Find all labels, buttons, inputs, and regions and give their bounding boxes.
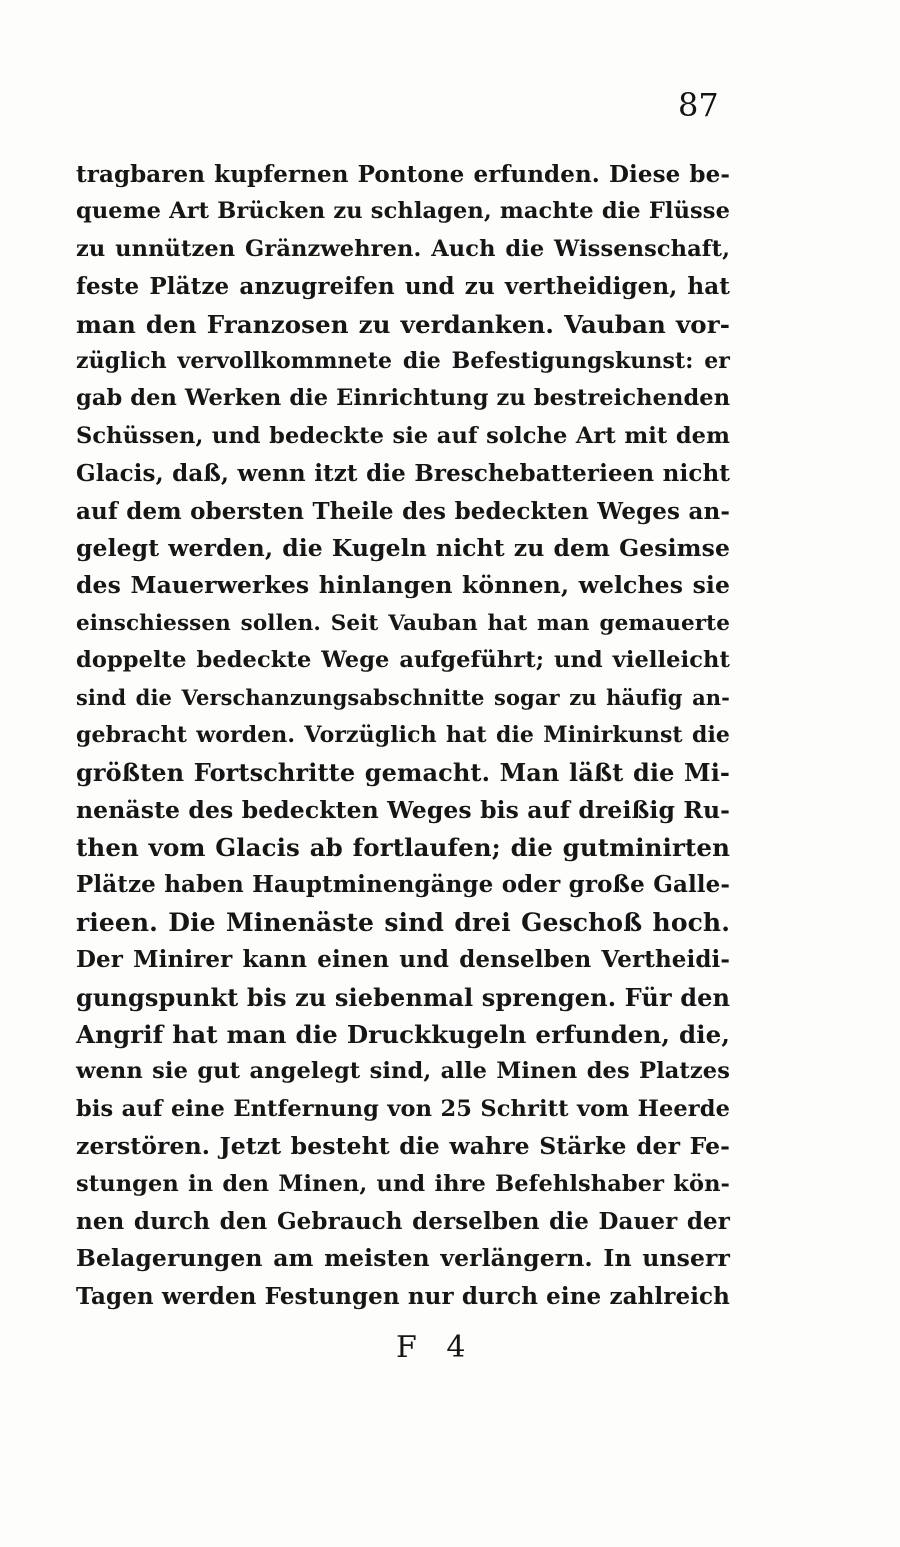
text-line: feste Plätze anzugreifen und zu vertheidigen, hat <box>76 273 730 301</box>
text-line: Glacis, daß, wenn itzt die Breschebatterieen nicht <box>76 460 730 488</box>
text-line: queme Art Brücken zu schlagen, machte die Flüsse <box>76 198 730 225</box>
text-line: tragbaren kupfernen Pontone erfunden. Diese be- <box>76 161 730 188</box>
text-line: gungspunkt bis zu siebenmal sprengen. Für den <box>76 982 730 1012</box>
page-number: 87 <box>678 86 719 124</box>
text-line: zerstören. Jetzt besteht die wahre Stärke der Fe- <box>76 1132 730 1161</box>
text-line: gebracht worden. Vorzüglich hat die Minirkunst die <box>76 721 730 748</box>
text-line: nen durch den Gebrauch derselben die Dauer der <box>76 1207 730 1235</box>
text-line: wenn sie gut angelegt sind, alle Minen des Platzes <box>76 1058 730 1085</box>
text-line: Tagen werden Festungen nur durch eine zahlreich <box>76 1282 730 1310</box>
text-line: man den Franzosen zu verdanken. Vauban vor- <box>76 309 730 339</box>
text-line: Der Minirer kann einen und denselben Vertheidi- <box>76 946 730 974</box>
text-line: gelegt werden, die Kugeln nicht zu dem Gesimse <box>76 533 730 562</box>
text-line: gab den Werken die Einrichtung zu bestreichenden <box>76 385 731 412</box>
text-line: doppelte bedeckte Wege aufgeführt; und vielleicht <box>76 647 730 674</box>
text-line: Angrif hat man die Druckkugeln erfunden, die, <box>76 1019 730 1049</box>
text-line: rieen. Die Minenäste sind drei Geschoß hoch. <box>76 907 730 937</box>
body-text <box>76 156 730 1315</box>
text-line: sind die Verschanzungsabschnitte sogar zu häufig an- <box>76 685 730 711</box>
text-line: nenäste des bedeckten Weges bis auf dreißig Ru- <box>76 795 730 824</box>
text-line: des Mauerwerkes hinlangen können, welches sie <box>76 571 730 600</box>
text-line: Belagerungen am meisten verlängern. In unserr <box>76 1244 730 1273</box>
text-line: Schüssen, und bedeckte sie auf solche Art mit dem <box>76 422 730 449</box>
text-line: then vom Glacis ab fortlaufen; die gutminirten <box>76 833 730 863</box>
text-line: Plätze haben Hauptminengänge oder große Galle- <box>76 871 730 899</box>
text-line: einschiessen sollen. Seit Vauban hat man gemauerte <box>76 610 730 636</box>
text-line: stungen in den Minen, und ihre Befehlshaber kön- <box>76 1170 730 1197</box>
text-line: züglich vervollkommnete die Befestigungskunst: er <box>76 347 730 374</box>
signature-mark: F 4 <box>396 1330 476 1365</box>
text-line: größten Fortschritte gemacht. Man läßt die Mi- <box>76 758 730 788</box>
text-line: zu unnützen Gränzwehren. Auch die Wissenschaft, <box>76 235 730 262</box>
text-line: bis auf eine Entfernung von 25 Schritt vom Heerde <box>76 1095 730 1122</box>
text-line: auf dem obersten Theile des bedeckten Weges an- <box>76 497 730 525</box>
